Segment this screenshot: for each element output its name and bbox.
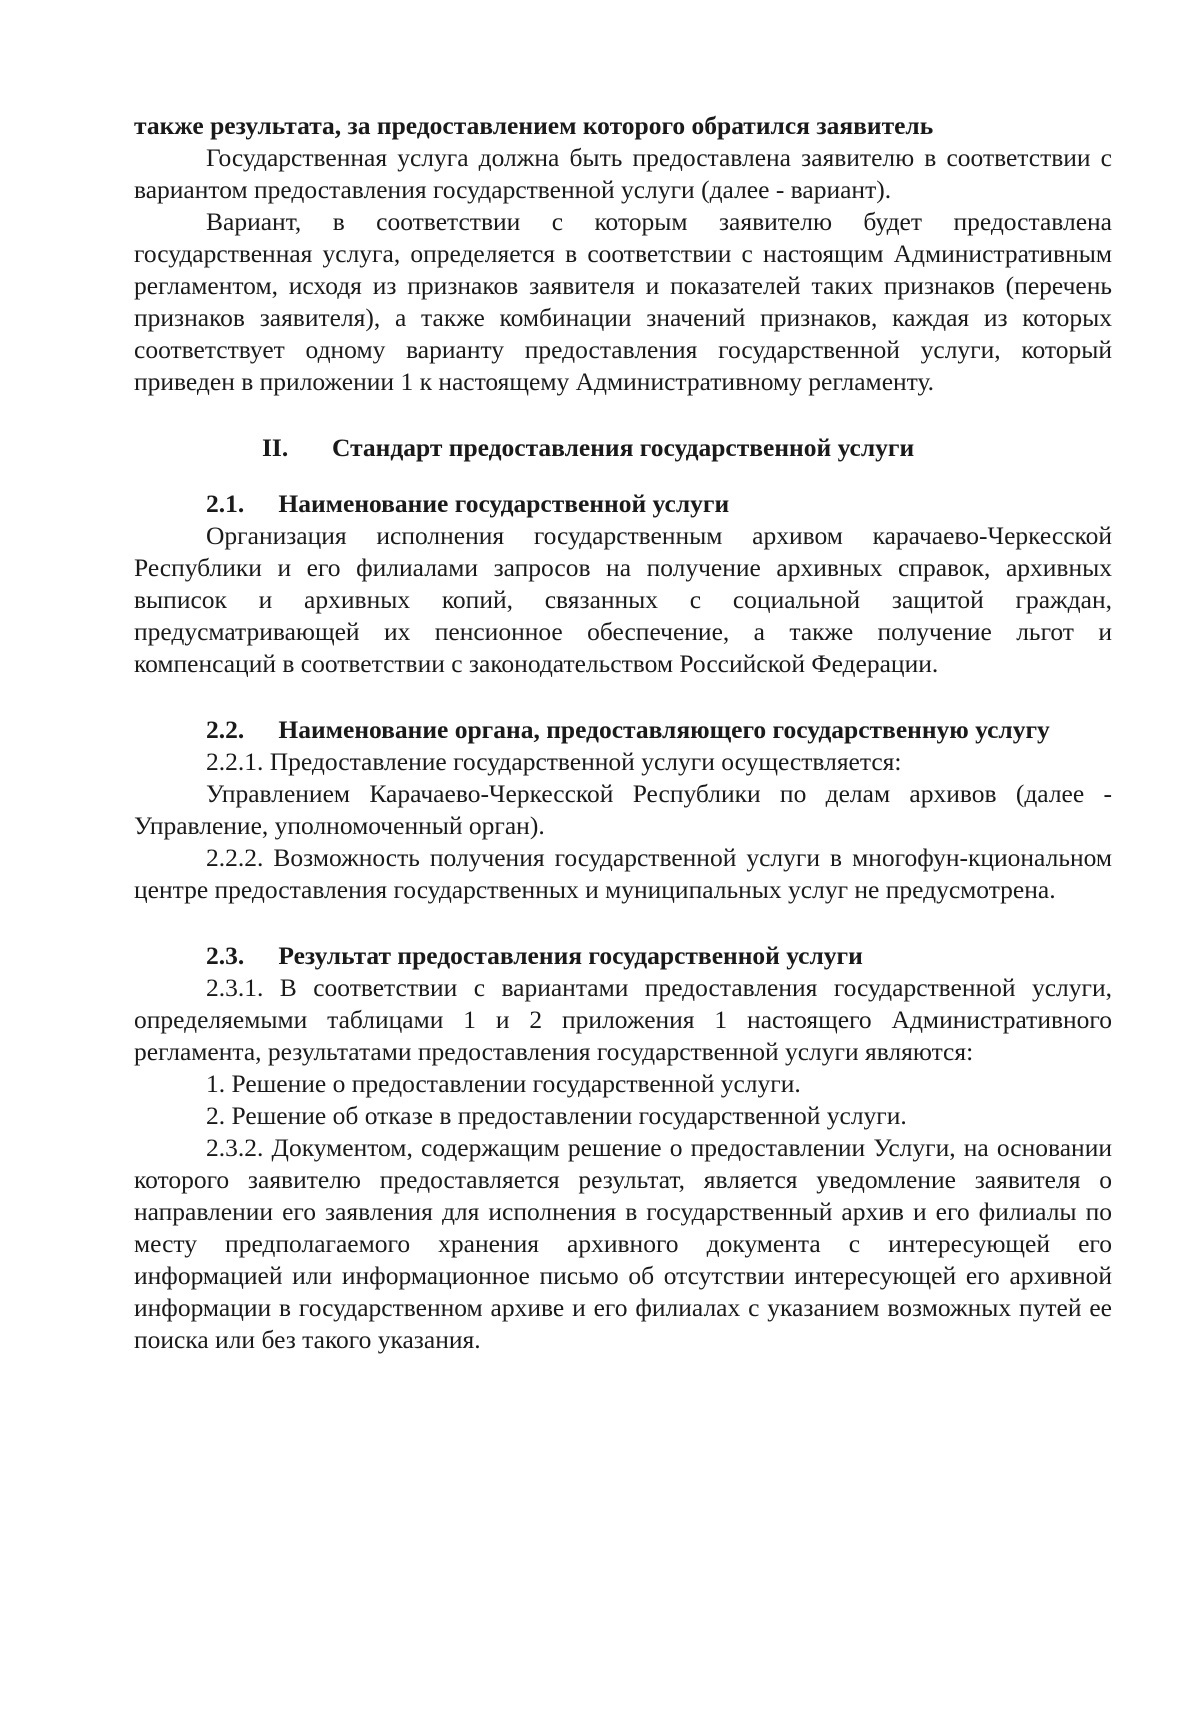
spacer (134, 680, 1112, 714)
subsection-2-3-title: Результат предоставления государственной услуги (278, 941, 863, 970)
subsection-2-3-paragraph-2: 2.3.2. Документом, содержащим решение о предоставлении Услуги, на основании которого заявителю предоставляется результат, является уведомление заявителя о направлении его заявления для исполнения в государственный архив и его филиалы по месту предполагаемого хранения архивного документа с интересующей его информацией или информационное письмо об отсутствии интересующей его архивной информации в государственном архиве и его филиалах с указанием возможных путей ее поиска или без такого указания. (134, 1133, 1112, 1354)
section-2-heading (134, 432, 1112, 464)
section-2-title: Стандарт предоставления государственной услуги (332, 433, 915, 462)
subsection-2-1-number: 2.1. (206, 489, 245, 518)
lead-line: также результата, за предоставлением которого обратился заявитель (134, 111, 934, 140)
subsection-2-1-title: Наименование государственной услуги (278, 489, 730, 518)
subsection-2-2-paragraph-3: 2.2.2. Возможность получения государственной услуги в многофун-кциональном центре предоставления государственных и муниципальных услуг не предусмотрена. (134, 843, 1112, 904)
subsection-2-3-paragraph-1: 2.3.1. В соответствии с вариантами предоставления государственной услуги, определяемыми таблицами 1 и 2 приложения 1 настоящего Административного регламента, результатами предоставления государственной услуги являются: (134, 973, 1112, 1066)
paragraph-variant-intro: Государственная услуга должна быть предоставлена заявителю в соответствии с вариантом предоставления государственной услуги (далее - вариант). (134, 143, 1112, 204)
subsection-2-3-list-item-2: 2. Решение об отказе в предоставлении государственной услуги. (206, 1101, 907, 1130)
subsection-2-3-number: 2.3. (206, 941, 245, 970)
subsection-2-2-heading (134, 714, 1112, 746)
subsection-2-2-paragraph-2: Управлением Карачаево-Черкесской Республики по делам архивов (далее - Управление, уполномоченный орган). (134, 779, 1112, 840)
section-2-number: II. (262, 433, 289, 462)
subsection-2-2-number: 2.2. (206, 715, 245, 744)
subsection-2-1-text: Организация исполнения государственным архивом карачаево-Черкесской Республики и его филиалами запросов на получение архивных справок, архивных выписок и архивных копий, связанных с социальной защитой граждан, предусматривающей их пенсионное обеспечение, а также получение льгот и компенсаций в соответствии с законодательством Российской Федерации. (134, 521, 1112, 678)
subsection-2-3-heading (134, 940, 1112, 972)
subsection-2-3-list-item-1: 1. Решение о предоставлении государственной услуги. (206, 1069, 801, 1098)
subsection-2-2-paragraph-1: 2.2.1. Предоставление государственной услуги осуществляется: (206, 747, 902, 776)
subsection-2-2-title: Наименование органа, предоставляющего государственную услугу (278, 715, 1050, 744)
paragraph-variant-definition: Вариант, в соответствии с которым заявителю будет предоставлена государственная услуга, определяется в соответствии с настоящим Административным регламентом, исходя из признаков заявителя и показателей таких признаков (перечень признаков заявителя), а также комбинации значений признаков, каждая из которых соответствует одному варианту предоставления государственной услуги, который приведен в приложении 1 к настоящему Административному регламенту. (134, 207, 1112, 396)
spacer (134, 906, 1112, 940)
subsection-2-1-heading (134, 488, 1112, 520)
